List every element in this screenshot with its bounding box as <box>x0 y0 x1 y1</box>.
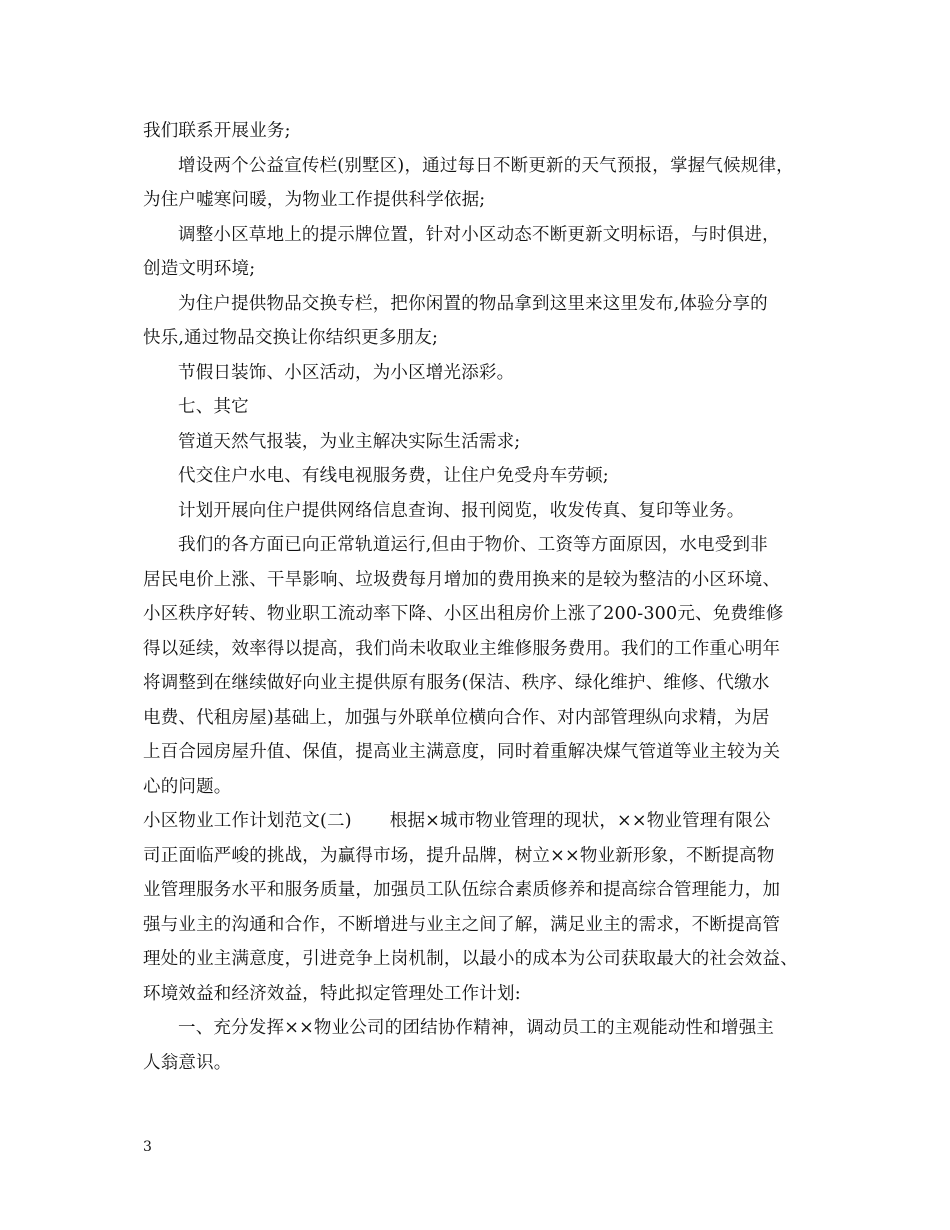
text-line: 人翁意识。 <box>143 1052 232 1073</box>
text-line: 管道天然气报装，为业主解决实际生活需求; <box>178 431 521 452</box>
text-line: 得以延续，效率得以提高，我们尚未收取业主维修服务费用。我们的工作重心明年 <box>143 638 781 659</box>
text-line: 小区秩序好转、物业职工流动率下降、小区出租房价上涨了200-300元、免费维修 <box>143 604 784 624</box>
text-line: 快乐,通过物品交换让你结织更多朋友; <box>143 328 439 348</box>
text-line: 上百合园房屋升值、保值，提高业主满意度，同时着重解决煤气管道等业主较为关 <box>143 742 781 762</box>
title-line <box>143 804 813 839</box>
text-line: 增设两个公益宣传栏(别墅区)，通过每日不断更新的天气预报，掌握气候规律， <box>178 155 794 176</box>
text-line: 代交住户水电、有线电视服务费，让住户免受舟车劳顿; <box>178 466 609 486</box>
text-line: 心的问题。 <box>143 776 232 797</box>
text-line: 居民电价上涨、干旱影响、垃圾费每月增加的费用换来的是较为整洁的小区环境、 <box>143 569 781 590</box>
text-line: 我们联系开展业务; <box>143 121 291 141</box>
text-line: 一、充分发挥××物业公司的团结协作精神，调动员工的主观能动性和增强主 <box>178 1018 775 1038</box>
text-line: 为住户嘘寒问暖，为物业工作提供科学依据; <box>143 190 486 210</box>
text-line: 将调整到在继续做好向业主提供原有服务(保洁、秩序、绿化维护、维修、代缴水 <box>143 673 770 693</box>
text-line: 根据×城市物业管理的现状，××物业管理有限公 <box>389 811 771 831</box>
text-line: 理处的业主满意度，引进竞争上岗机制，以最小的成本为公司获取最大的社会效益、 <box>143 949 798 969</box>
text-line: 电费、代租房屋)基础上，加强与外联单位横向合作、对内部管理纵向求精，为居 <box>143 707 770 728</box>
section-heading: 七、其它 <box>178 397 249 417</box>
text-line: 创造文明环境; <box>143 259 256 279</box>
page-number: 3 <box>143 1139 152 1155</box>
document-body <box>143 114 813 1080</box>
text-line: 强与业主的沟通和合作，不断增进与业主之间了解，满足业主的需求，不断提高管 <box>143 914 781 935</box>
text-line: 为住户提供物品交换专栏，把你闲置的物品拿到这里来这里发布,体验分享的 <box>178 293 768 314</box>
text-line: 我们的各方面已向正常轨道运行,但由于物价、工资等方面原因，水电受到非 <box>178 535 768 555</box>
text-line: 节假日装饰、小区活动，为小区增光添彩。 <box>178 362 515 383</box>
text-line: 调整小区草地上的提示牌位置，针对小区动态不断更新文明标语，与时俱进， <box>178 224 780 245</box>
article-title: 小区物业工作计划范文(二) <box>143 811 352 831</box>
text-line: 司正面临严峻的挑战，为赢得市场，提升品牌，树立××物业新形象，不断提高物 <box>143 845 775 866</box>
text-line: 环境效益和经济效益，特此拟定管理处工作计划: <box>143 983 521 1004</box>
text-line: 业管理服务水平和服务质量，加强员工队伍综合素质修养和提高综合管理能力，加 <box>143 880 781 900</box>
text-line: 计划开展向住户提供网络信息查询、报刊阅览，收发传真、复印等业务。 <box>178 500 745 521</box>
